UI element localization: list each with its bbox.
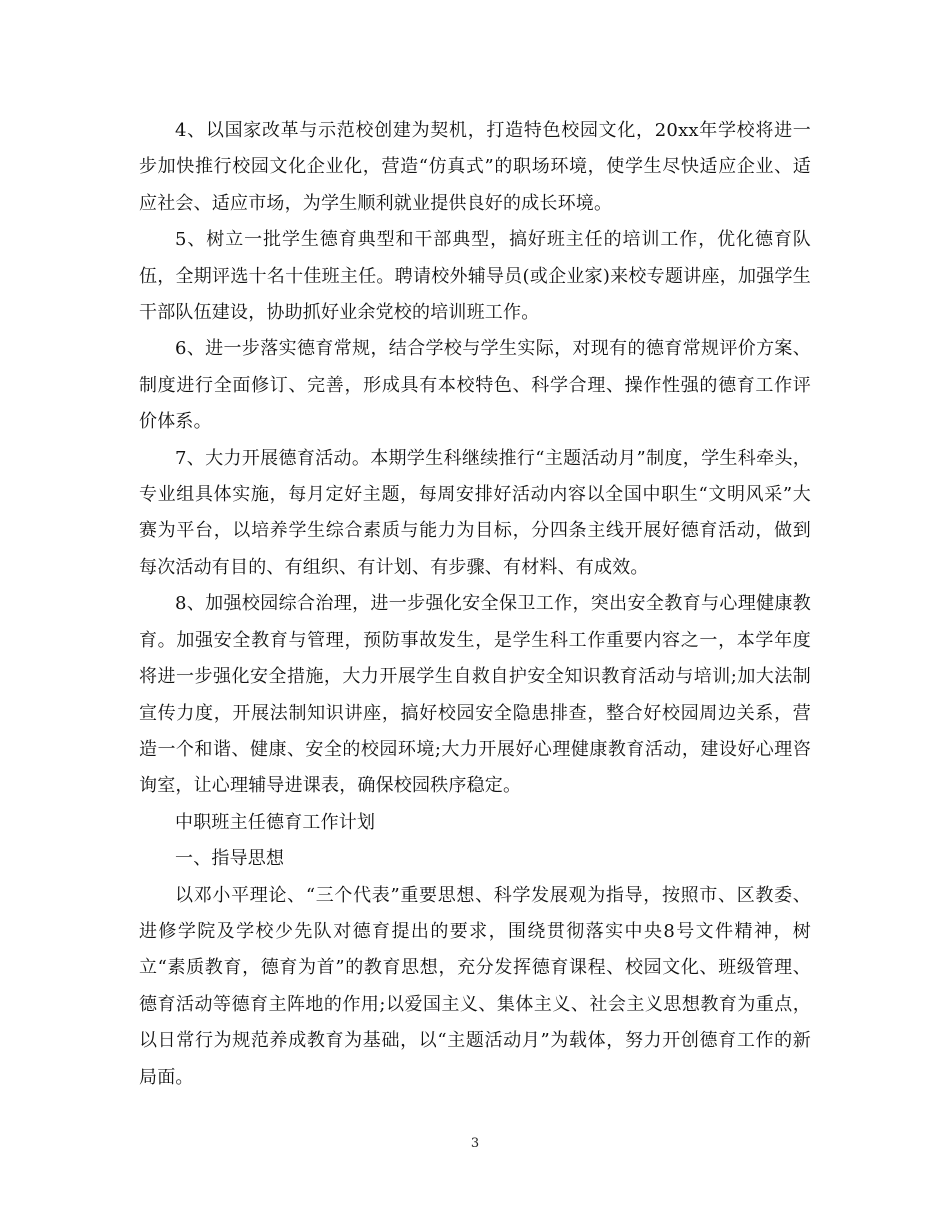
document-body	[139, 113, 811, 1096]
paragraph-item-6: 6、进一步落实德育常规，结合学校与学生实际，对现有的德育常规评价方案、制度进行全面修订、完善，形成具有本校特色、科学合理、操作性强的德育工作评价体系。	[139, 338, 811, 433]
paragraph-item-4: 4、以国家改革与示范校创建为契机，打造特色校园文化，20xx年学校将进一步加快推行校园文化企业化，营造“仿真式”的职场环境，使学生尽快适应企业、适应社会、适应市场，为学生顺利就业提供良好的成长环境。	[139, 120, 811, 214]
paragraph-item-8: 8、加强校园综合治理，进一步强化安全保卫工作，突出安全教育与心理健康教育。加强安全教育与管理，预防事故发生，是学生科工作重要内容之一，本学年度将进一步强化安全措施，大力开展学生自救自护安全知识教育活动与培训;加大法制宣传力度，开展法制知识讲座，搞好校园安全隐患排查，整合好校园周边关系，营造一个和谐、健康、安全的校园环境;大力开展好心理健康教育活动，建设好心理咨询室，让心理辅导进课表，确保校园秩序稳定。	[139, 593, 811, 797]
paragraph-item-5: 5、树立一批学生德育典型和干部典型，搞好班主任的培训工作，优化德育队伍，全期评选十名十佳班主任。聘请校外辅导员(或企业家)来校专题讲座，加强学生干部队伍建设，协助抓好业余党校的培训班工作。	[139, 229, 811, 324]
page-number: 3	[470, 1136, 480, 1151]
paragraph-guiding-ideology: 以邓小平理论、“三个代表”重要思想、科学发展观为指导，按照市、区教委、进修学院及学校少先队对德育提出的要求，围绕贯彻落实中央8号文件精神，树立“素质教育，德育为首”的教育思想，充分发挥德育课程、校园文化、班级管理、德育活动等德育主阵地的作用;以爱国主义、集体主义、社会主义思想教育为重点，以日常行为规范养成教育为基础，以“主题活动月”为载体，努力开创德育工作的新局面。	[139, 884, 811, 1088]
section-title: 中职班主任德育工作计划	[175, 811, 376, 833]
section-heading-guiding-ideology: 一、指导思想	[175, 848, 285, 870]
paragraph-item-7: 7、大力开展德育活动。本期学生科继续推行“主题活动月”制度，学生科牵头，专业组具体实施，每月定好主题，每周安排好活动内容以全国中职生“文明风采”大赛为平台，以培养学生综合素质与能力为目标，分四条主线开展好德育活动，做到每次活动有目的、有组织、有计划、有步骤、有材料、有成效。	[139, 447, 811, 578]
